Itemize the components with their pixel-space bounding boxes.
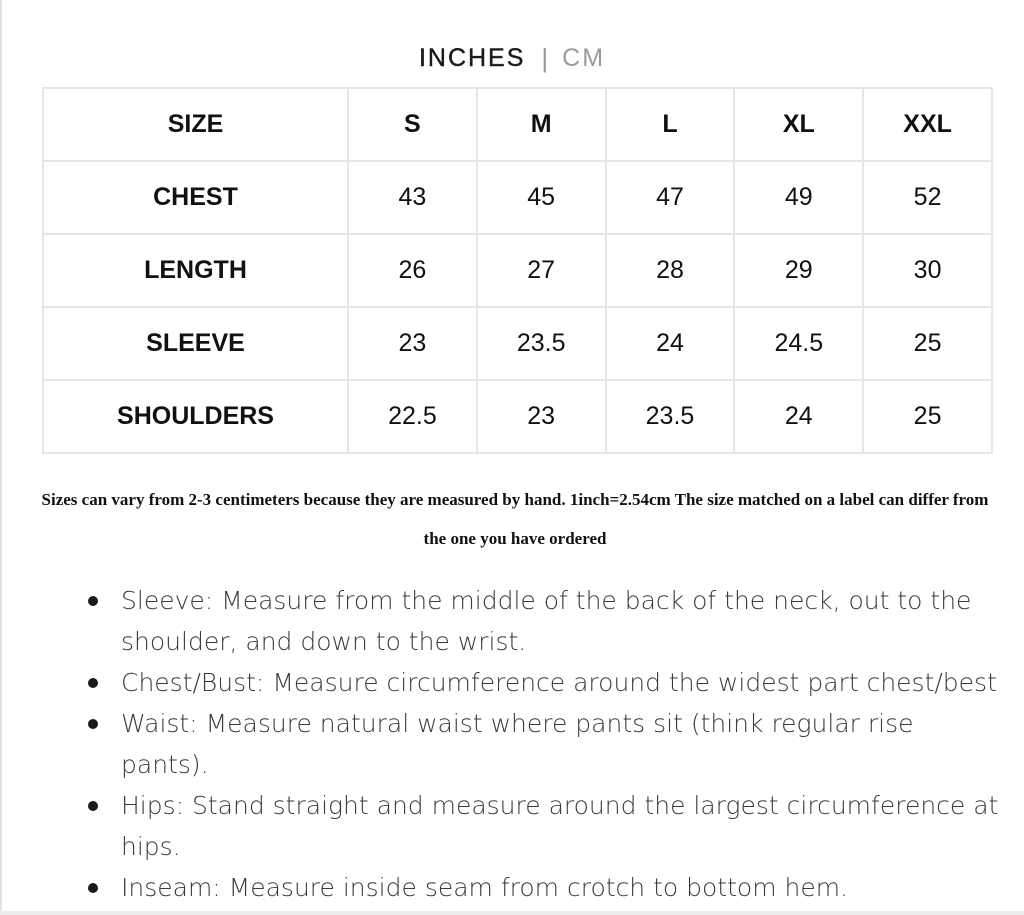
table-cell: 23.5 [477, 307, 606, 380]
table-cell: 43 [348, 161, 477, 234]
unit-toggle-cm[interactable]: CM [562, 43, 606, 72]
guide-text: Chest/Bust: Measure circumference around the widest part chest/best [121, 668, 997, 697]
row-label: LENGTH [43, 234, 348, 307]
table-cell: 27 [477, 234, 606, 307]
unit-switch [0, 40, 1024, 76]
list-item [88, 867, 1008, 908]
measurement-disclaimer: Sizes can vary from 2-3 centimeters because they are measured by hand. 1inch=2.54cm The size matched on a label can differ from the one you have ordered [41, 490, 989, 548]
guide-text: Sleeve: Measure from the middle of the back of the neck, out to the shoulder, and down to the wrist. [121, 586, 972, 656]
table-cell: 45 [477, 161, 606, 234]
list-item [88, 785, 1008, 867]
table-header-row [43, 88, 992, 161]
header-cell-l: L [606, 88, 735, 161]
table-cell: 24.5 [734, 307, 863, 380]
table-cell: 26 [348, 234, 477, 307]
row-label: CHEST [43, 161, 348, 234]
header-cell-size: SIZE [43, 88, 348, 161]
table-cell: 49 [734, 161, 863, 234]
guide-text: Waist: Measure natural waist where pants sit (think regular rise pants). [121, 709, 914, 779]
table-cell: 47 [606, 161, 735, 234]
list-item [88, 580, 1008, 662]
row-label: SHOULDERS [43, 380, 348, 453]
table-cell: 30 [863, 234, 992, 307]
guide-text: Inseam: Measure inside seam from crotch to bottom hem. [121, 873, 849, 902]
table-cell: 23 [477, 380, 606, 453]
table-cell: 24 [734, 380, 863, 453]
page-left-border [0, 0, 2, 915]
bullet-icon [88, 678, 98, 688]
unit-separator: | [541, 42, 549, 73]
table-row-shoulders [43, 380, 992, 453]
list-item [88, 662, 1008, 703]
guide-text: Hips: Stand straight and measure around the largest circumference at hips. [121, 791, 999, 861]
table-row-length [43, 234, 992, 307]
table-row-chest [43, 161, 992, 234]
bullet-icon [88, 883, 98, 893]
header-cell-m: M [477, 88, 606, 161]
table-cell: 25 [863, 307, 992, 380]
table-row-sleeve [43, 307, 992, 380]
unit-toggle-inches[interactable]: INCHES [418, 43, 526, 72]
table-cell: 22.5 [348, 380, 477, 453]
bullet-icon [88, 719, 98, 729]
table-cell: 25 [863, 380, 992, 453]
header-cell-s: S [348, 88, 477, 161]
row-label: SLEEVE [43, 307, 348, 380]
table-cell: 28 [606, 234, 735, 307]
table-cell: 29 [734, 234, 863, 307]
bullet-icon [88, 801, 98, 811]
page-bottom-border [0, 911, 1024, 915]
header-cell-xl: XL [734, 88, 863, 161]
bullet-icon [88, 596, 98, 606]
header-cell-xxl: XXL [863, 88, 992, 161]
measuring-guide-list [88, 580, 1008, 908]
table-cell: 23.5 [606, 380, 735, 453]
size-chart-table [42, 87, 993, 454]
table-cell: 52 [863, 161, 992, 234]
list-item [88, 703, 1008, 785]
table-cell: 23 [348, 307, 477, 380]
table-cell: 24 [606, 307, 735, 380]
